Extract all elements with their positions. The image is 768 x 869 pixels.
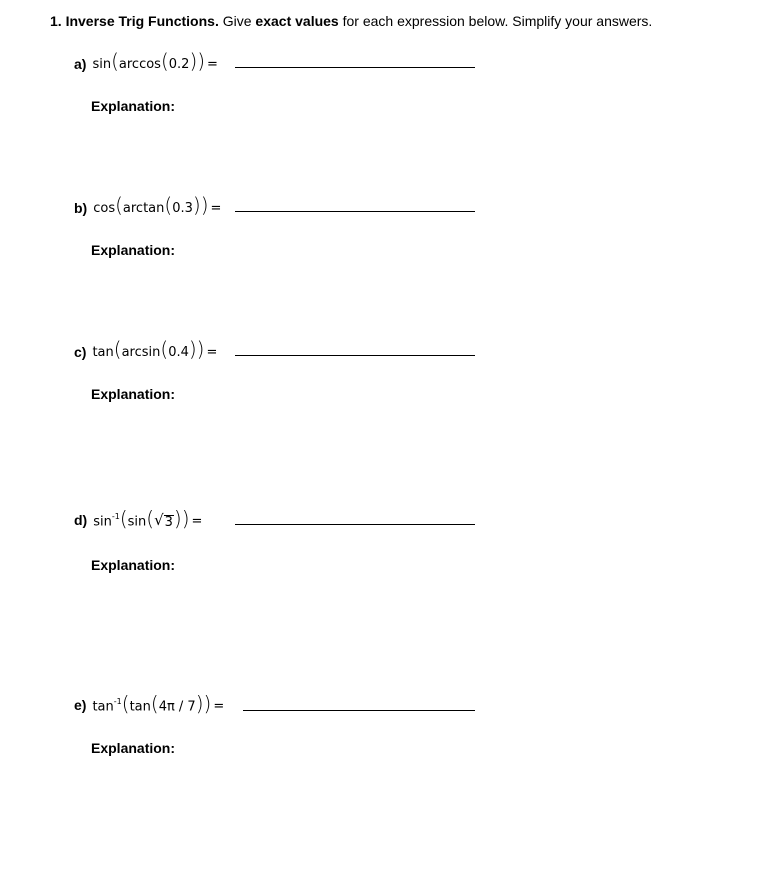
explanation-label-d: Explanation: [91, 557, 176, 573]
equals-sign: = [207, 57, 218, 72]
equals-sign: = [210, 201, 222, 216]
inner-function: arccos [118, 57, 161, 72]
outer-function: sin [92, 57, 112, 72]
square-root: √ 3 [154, 511, 173, 531]
problem-b-expression: b) cos(arctan(0.3)) = [74, 193, 222, 217]
answer-line-b[interactable] [235, 211, 475, 212]
explanation-label-e: Explanation: [91, 740, 176, 756]
equals-sign: = [213, 699, 225, 715]
instruction-text-1: Give [222, 13, 252, 29]
explanation-label-b: Explanation: [91, 242, 176, 258]
problem-a-expression: a) sin(arccos(0.2)) = [74, 49, 218, 73]
argument: 3 [164, 515, 173, 531]
instruction-text-2: for each expression below. Simplify your answers. [342, 13, 653, 29]
inner-function: arcsin [121, 345, 161, 360]
explanation-label-c: Explanation: [91, 386, 176, 402]
answer-line-e[interactable] [243, 710, 475, 711]
instruction-bold: exact values [255, 13, 339, 29]
problem-letter: e) [74, 697, 87, 714]
equals-sign: = [206, 345, 218, 360]
outer-function: tan [92, 699, 114, 715]
problem-letter: b) [74, 199, 88, 216]
equals-sign: = [191, 514, 203, 530]
inverse-exponent: -1 [113, 697, 122, 706]
argument: 0.3 [172, 201, 193, 216]
inverse-exponent: -1 [111, 512, 120, 521]
problem-d-expression: d) $\sin^{-1}(\sin$( √ 3 )) = [74, 506, 203, 531]
argument: 0.2 [168, 57, 190, 72]
problem-letter: a) [74, 55, 87, 72]
outer-function: sin [93, 514, 112, 530]
argument: 4π / 7 [158, 699, 196, 715]
explanation-label-a: Explanation: [91, 98, 176, 114]
inner-function: tan [129, 699, 151, 715]
question-number: 1. [50, 13, 62, 29]
inner-function: sin [127, 514, 147, 530]
answer-line-d[interactable] [235, 524, 475, 525]
problem-c-expression: c) tan(arcsin(0.4)) = [74, 337, 218, 361]
inner-function: arctan [122, 201, 165, 216]
outer-function: tan [92, 345, 114, 360]
outer-function: cos [93, 201, 116, 216]
problem-e-expression: e) $\tan^{-1}(\tan(4\pi / 7))$ = [74, 691, 225, 716]
answer-line-c[interactable] [235, 355, 475, 356]
problem-letter: d) [74, 512, 88, 529]
answer-line-a[interactable] [235, 67, 475, 68]
problem-letter: c) [74, 343, 87, 360]
argument: 0.4 [168, 345, 189, 360]
question-title: Inverse Trig Functions. [65, 13, 219, 29]
question-header [50, 11, 652, 31]
